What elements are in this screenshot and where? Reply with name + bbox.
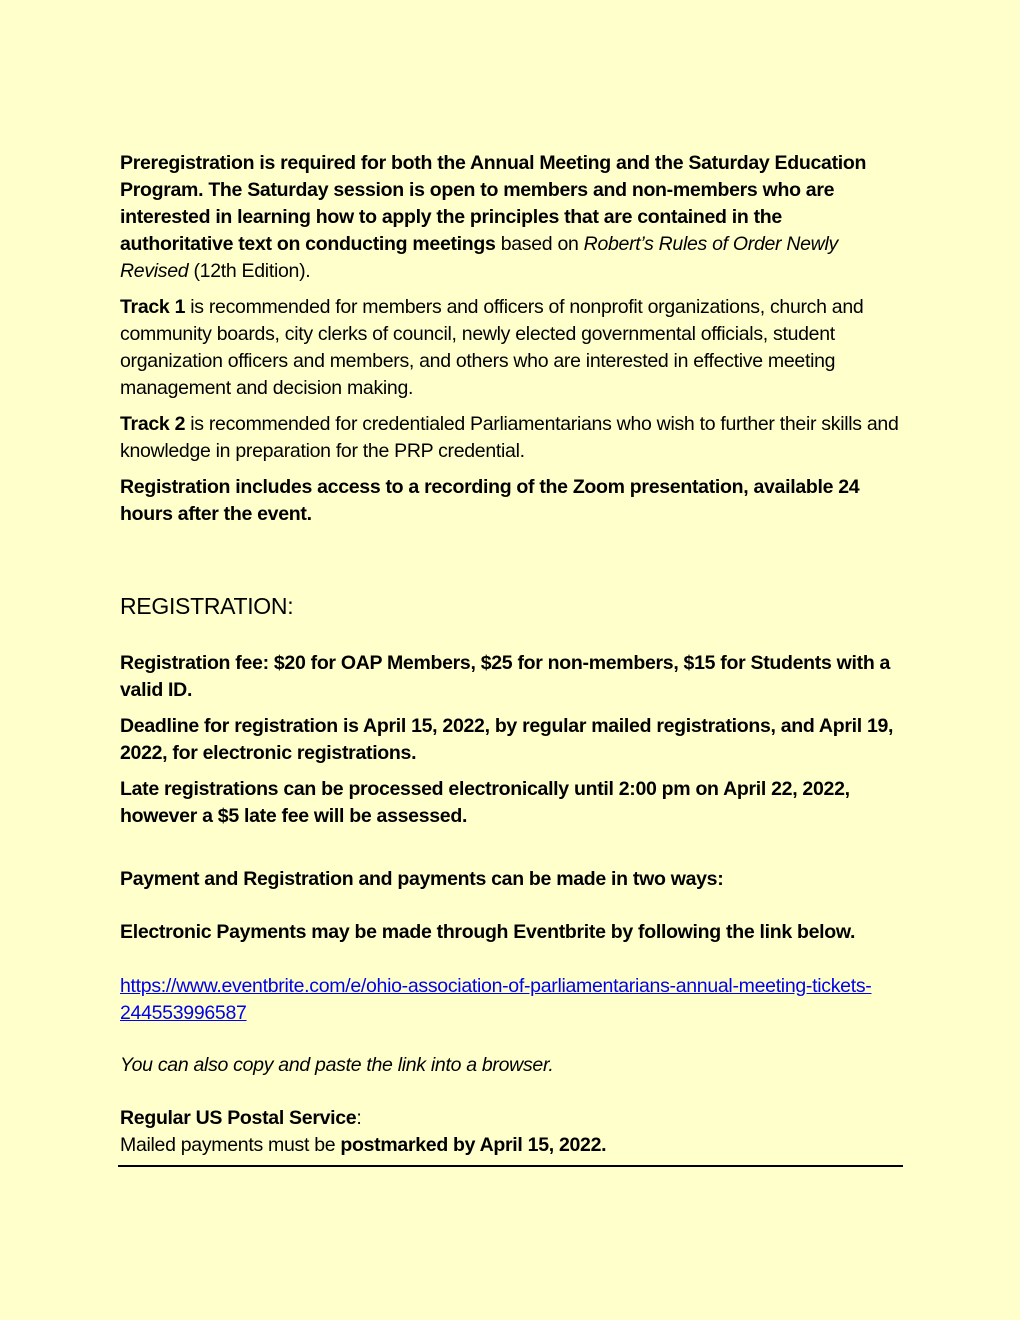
registration-deadline-text: Deadline for registration is April 15, 2022, by regular mailed registrations, and April 19, 2022, for electronic registrations. (120, 715, 894, 764)
recording-text: Registration includes access to a recording of the Zoom presentation, available 24 hours after the event. (120, 476, 860, 525)
postal-service-colon: : (356, 1107, 362, 1129)
electronic-payments (120, 919, 900, 946)
intro-paragraph (120, 150, 900, 285)
copy-link-note-text: You can also copy and paste the link into a browser. (120, 1054, 554, 1076)
electronic-payments-text: Electronic Payments may be made through Eventbrite by following the link below. (120, 921, 856, 943)
postal-service-label (120, 1105, 900, 1132)
payment-intro (120, 866, 900, 893)
payment-intro-text: Payment and Registration and payments can be made in two ways: (120, 868, 724, 890)
track2-label: Track 2 (120, 413, 186, 435)
intro-based-on: based on (495, 233, 584, 255)
late-registration-text: Late registrations can be processed electronically until 2:00 pm on April 22, 2022, however a $5 late fee will be assessed. (120, 778, 850, 827)
track1-text: is recommended for members and officers of nonprofit organizations, church and community boards, city clerks of council, newly elected governmental officials, student organization officers and members, and others who are interested in effective meeting management and decision making. (120, 296, 864, 399)
document-page (120, 150, 900, 1159)
track2-text: is recommended for credentialed Parliamentarians who wish to further their skills and knowledge in preparation for the PRP credential. (120, 413, 899, 462)
late-registration (120, 776, 900, 830)
registration-heading: REGISTRATION: (120, 593, 294, 619)
eventbrite-link[interactable]: https://www.eventbrite.com/e/ohio-association-of-parliamentarians-annual-meeting-tickets-244553996587 (120, 975, 872, 1024)
intro-bold-text: Preregistration is required for both the Annual Meeting and the Saturday Education Program. The Saturday session is open to members and non-members who are interested in learning how to apply the principles that are contained in the authoritative text on conducting meetings (120, 152, 867, 255)
track1-label: Track 1 (120, 296, 186, 318)
eventbrite-link-paragraph (120, 973, 900, 1027)
registration-deadline (120, 713, 900, 767)
mailed-payments-prefix: Mailed payments must be (120, 1134, 341, 1156)
mailed-payments (120, 1132, 900, 1159)
copy-link-note (120, 1052, 900, 1079)
mailed-payments-deadline: postmarked by April 15, 2022. (340, 1134, 607, 1156)
registration-fee (120, 650, 900, 704)
track2-paragraph (120, 411, 900, 465)
registration-fee-text: Registration fee: $20 for OAP Members, $25 for non-members, $15 for Students with a valid ID. (120, 652, 891, 701)
postal-service-label-text: Regular US Postal Service (120, 1107, 357, 1129)
track1-paragraph (120, 294, 900, 402)
recording-paragraph (120, 474, 900, 528)
edition-text: (12th Edition). (188, 260, 311, 282)
horizontal-rule (118, 1165, 903, 1167)
book-title: Robert’s Rules of Order Newly Revised (120, 233, 838, 282)
